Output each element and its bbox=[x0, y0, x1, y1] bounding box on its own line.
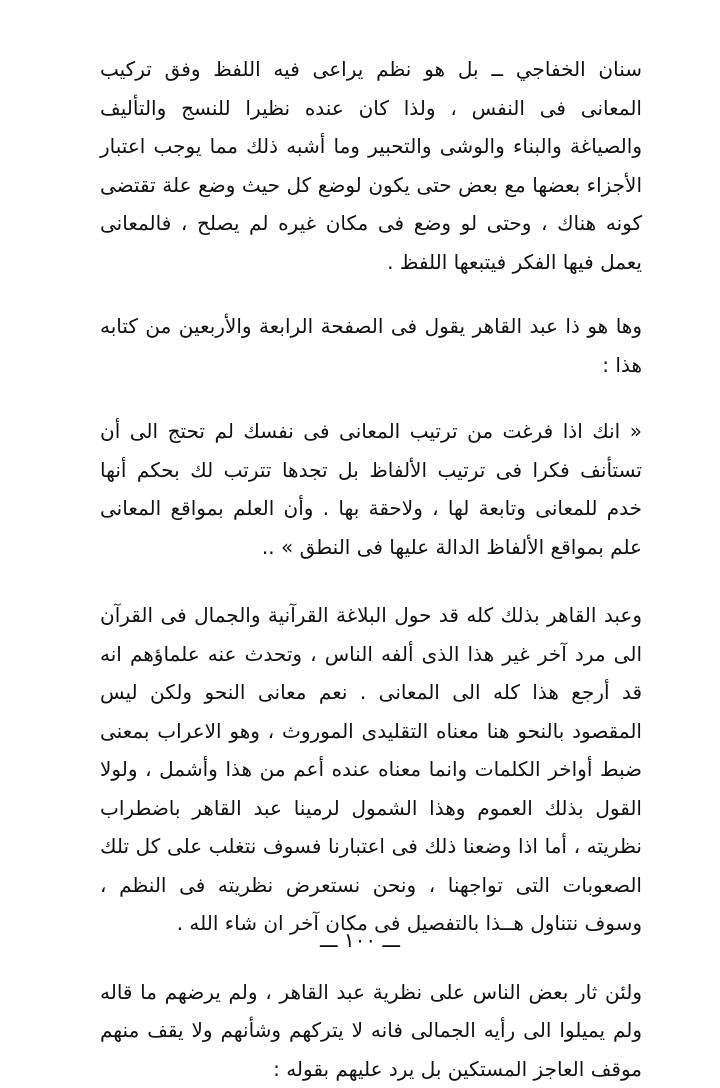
paragraph-2: وها هو ذا عبد القاهر يقول فى الصفحة الرابعة والأربعين من كتابه هذا : bbox=[100, 307, 642, 384]
paragraph-5: ولئن ثار بعض الناس على نظرية عبد القاهر ، ولم يرضهم ما قاله ولم يميلوا الى رأيه الجمالى فانه لا يتركهم وشأنهم ولا يقف منهم موقف العاجز المستكين بل يرد عليهم بقوله : bbox=[100, 973, 642, 1088]
paragraph-4: وعبد القاهر بذلك كله قد حول البلاغة القرآنية والجمال فى القرآن الى مرد آخر غير هذا الذى ألفه الناس ، وتحدث عنه علماؤهم انه قد أرجع هذا كله الى المعانى . نعم معانى النحو ولكن ليس المقصود بالنحو هنا معناه التقليدى الموروث ، وهو الاعراب بمعنى ضبط أواخر الكلمات وانما معناه عنده أعم من هذا وأشمل ، ولولا القول بذلك العموم وهذا الشمول لرمينا عبد القاهر باضطراب نظريته ، أما اذا وضعنا ذلك فى اعتبارنا فسوف نتغلب على كل تلك الصعوبات التى تواجهنا ، ونحن نستعرض نظريته فى النظم ، وسوف نتناول هــذا بالتفصيل فى مكان آخر ان شاء الله . bbox=[100, 596, 642, 943]
paragraph-1: سنان الخفاجي ــ بل هو نظم يراعى فيه اللفظ وفق تركيب المعانى فى النفس ، ولذا كان عنده نظيرا للنسج والتأليف والصياغة والبناء والوشى والتحبير وما أشبه ذلك مما يوجب اعتبار الأجزاء بعضها مع بعض حتى يكون لوضع كل حيث وضع علة تقتضى كونه هناك ، وحتى لو وضع فى مكان غيره لم يصلح ، فالمعانى يعمل فيها الفكر فيتبعها اللفظ . bbox=[100, 50, 642, 281]
page-number: ـــ ١٠٠ ـــ bbox=[0, 928, 720, 952]
quotation-paragraph: « انك اذا فرغت من ترتيب المعانى فى نفسك لم تحتج الى أن تستأنف فكرا فى ترتيب الألفاظ بل تجدها تترتب لك بحكم أنها خدم للمعانى وتابعة لها ، ولاحقة بها . وأن العلم بمواقع المعانى علم بمواقع الألفاظ الدالة عليها فى النطق » .. bbox=[100, 412, 642, 566]
